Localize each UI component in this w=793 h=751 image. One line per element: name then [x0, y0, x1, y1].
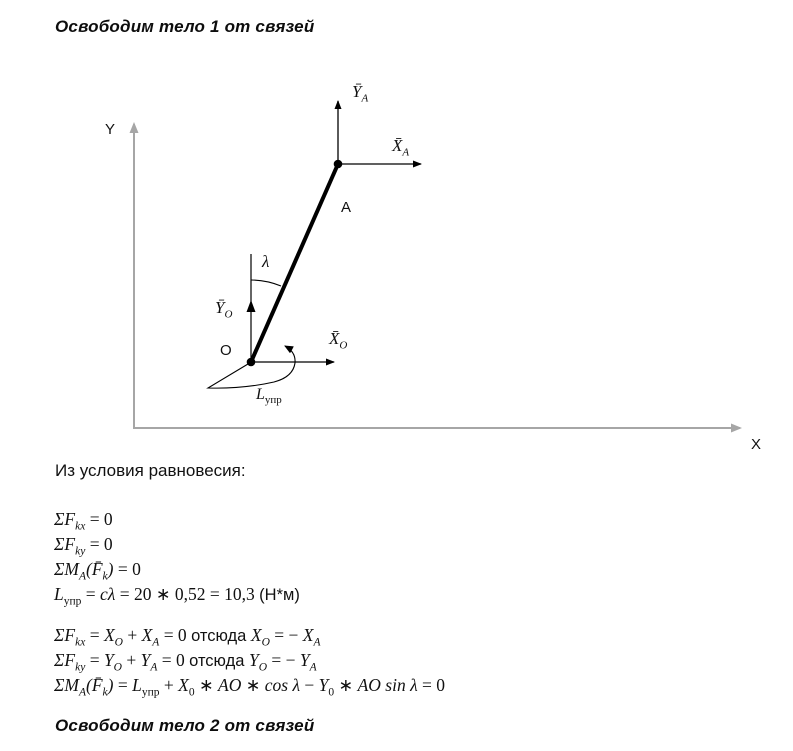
force-yo-base: Ȳ	[215, 298, 225, 317]
force-xa-sub: A	[402, 146, 410, 159]
point-a-label: A	[341, 199, 352, 216]
moment-base: L	[256, 386, 265, 403]
moment-lupr-label	[256, 387, 282, 406]
section-title-body1: Освободим тело 1 от связей	[55, 17, 315, 36]
force-ya-label	[352, 83, 368, 104]
equation-lupr-value: $L_{упр} = c\lambda = 20$ ∗ 0,52 = 10,3 (Н*м)	[54, 584, 300, 608]
force-xa-base: X̄	[392, 136, 403, 155]
x-axis-label: X	[751, 436, 762, 453]
equilibrium-intro-text: Из условия равновесия:	[55, 461, 246, 480]
force-ya-base: Ȳ	[352, 82, 362, 101]
section-title-body2: Освободим тело 2 от связей	[55, 716, 315, 735]
equation-sum-ma-zero: $\Sigma M_A(F̄_k) = 0$	[54, 559, 141, 583]
equations-block-2	[54, 624, 445, 699]
force-xa-label	[392, 137, 409, 158]
free-body-diagram	[0, 50, 793, 470]
equations-block-1	[54, 508, 300, 608]
equation-sum-ma-expanded: $\Sigma M_A(F̄_k) = L_{упр} + X_0$ ∗ AO ∗ $\cos \lambda - Y_0$ ∗ AO sin λ = 0	[54, 675, 446, 699]
diagram-canvas	[0, 50, 793, 470]
force-yo-sub: O	[224, 308, 233, 321]
angle-lambda-arc	[251, 280, 281, 286]
force-xo-label	[329, 330, 347, 351]
y-axis-label: Y	[105, 121, 116, 138]
moment-sub: упр	[264, 394, 282, 407]
force-xo-sub: O	[339, 339, 348, 352]
equation-sum-fkx-zero: $\Sigma F_{kx} = 0$	[54, 509, 113, 533]
force-ya-sub: A	[361, 92, 369, 105]
force-xo-base: X̄	[329, 329, 340, 348]
equation-sum-fky-expanded: $\Sigma F_{ky} = Y_O + Y_A = 0$ отсюда $Y_O$ = − $Y_A$	[54, 650, 317, 674]
equation-sum-fky-zero: $\Sigma F_{ky} = 0$	[54, 534, 113, 558]
force-yo-arrowhead	[247, 300, 256, 312]
angle-lambda-label: λ	[262, 252, 270, 271]
force-yo-label	[215, 299, 232, 320]
point-o-label: O	[220, 342, 232, 359]
equation-sum-fkx-expanded: $\Sigma F_{kx} = X_O + X_A = 0$ отсюда $X_O$ = − $X_A$	[54, 625, 321, 649]
